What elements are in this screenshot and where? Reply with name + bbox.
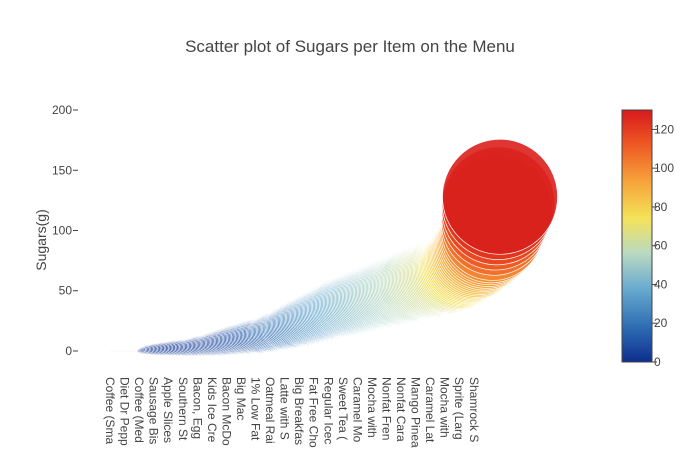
scatter-point (442, 139, 557, 254)
x-tick-label: 1% Low Fat (248, 377, 263, 441)
scatter-points (110, 139, 558, 356)
colorbar-tick-label: 40 (654, 277, 668, 292)
x-tick-label: Sweet Tea ( (335, 377, 350, 441)
x-tick-label: Bacon, Egg (190, 377, 205, 440)
y-tick-label: 100 (51, 223, 72, 238)
scatter-point (113, 350, 114, 351)
x-tick-label: Bacon McDo (219, 377, 234, 446)
x-tick-label: Apple Slices (161, 377, 176, 444)
x-tick-label: Diet Dr Pepp (117, 377, 132, 446)
x-tick-label: Sausage Bis (146, 377, 161, 445)
x-tick-label: Sprite (Larg (452, 377, 467, 440)
x-tick-label: Coffee (Med (132, 377, 147, 443)
colorbar-ticks (652, 122, 674, 369)
y-axis (52, 103, 78, 358)
colorbar-tick-label: 120 (654, 122, 675, 137)
scatter-point (110, 350, 111, 351)
x-tick-label: Mango Pinea (408, 377, 423, 448)
x-tick-label: Caramel Mo (350, 377, 365, 443)
colorbar-tick-label: 60 (654, 238, 668, 253)
colorbar-tick-label: 100 (654, 161, 675, 176)
colorbar (622, 110, 674, 369)
scatter-point (114, 350, 115, 351)
y-tick-label: 200 (51, 103, 72, 118)
scatter-point (117, 350, 118, 351)
y-tick-label: 0 (65, 343, 72, 358)
x-tick-label: Mocha with (437, 377, 452, 438)
x-tick-label: Fat Free Cho (306, 377, 321, 448)
x-tick-label: Mocha with (364, 377, 379, 438)
y-tick-label: 50 (58, 283, 72, 298)
scatter-point (131, 350, 132, 351)
x-tick-label: Big Breakfas (292, 377, 307, 446)
x-tick-label: Big Mac (234, 377, 248, 421)
colorbar-tick-label: 20 (654, 316, 668, 331)
scatter-point (135, 350, 136, 351)
scatter-point (134, 350, 135, 351)
x-tick-label: Nonfat Fren (379, 377, 394, 441)
scatter-point (120, 350, 121, 351)
scatter-point (129, 350, 130, 351)
scatter-point (125, 350, 126, 351)
scatter-point (128, 350, 129, 351)
scatter-point (126, 350, 127, 351)
scatter-point (122, 350, 123, 351)
scatter-point (116, 350, 117, 351)
x-axis (103, 377, 481, 448)
chart-title: Scatter plot of Sugars per Item on the Menu (185, 37, 515, 56)
y-axis-label: Sugars(g) (33, 209, 49, 271)
scatter-point (123, 350, 124, 351)
x-tick-label: Coffee (Sma (103, 377, 117, 445)
x-tick-label: Shamrock S (466, 377, 481, 443)
scatter-point (132, 350, 133, 351)
x-tick-label: Regular Icec (321, 377, 336, 445)
x-tick-label: Southern St (175, 377, 190, 441)
scatter-point (119, 350, 120, 351)
x-tick-label: Latte with S (277, 377, 292, 440)
x-tick-label: Caramel Lat (423, 377, 438, 443)
colorbar-gradient (622, 110, 652, 362)
y-tick-label: 150 (51, 163, 72, 178)
scatter-point (111, 350, 112, 351)
x-tick-label: Oatmeal Rai (263, 377, 278, 444)
x-tick-label: Kids Ice Cre (204, 377, 219, 443)
x-tick-label: Nonfat Cara (394, 377, 408, 442)
colorbar-tick-label: 0 (654, 355, 661, 369)
colorbar-tick-label: 80 (654, 199, 668, 214)
